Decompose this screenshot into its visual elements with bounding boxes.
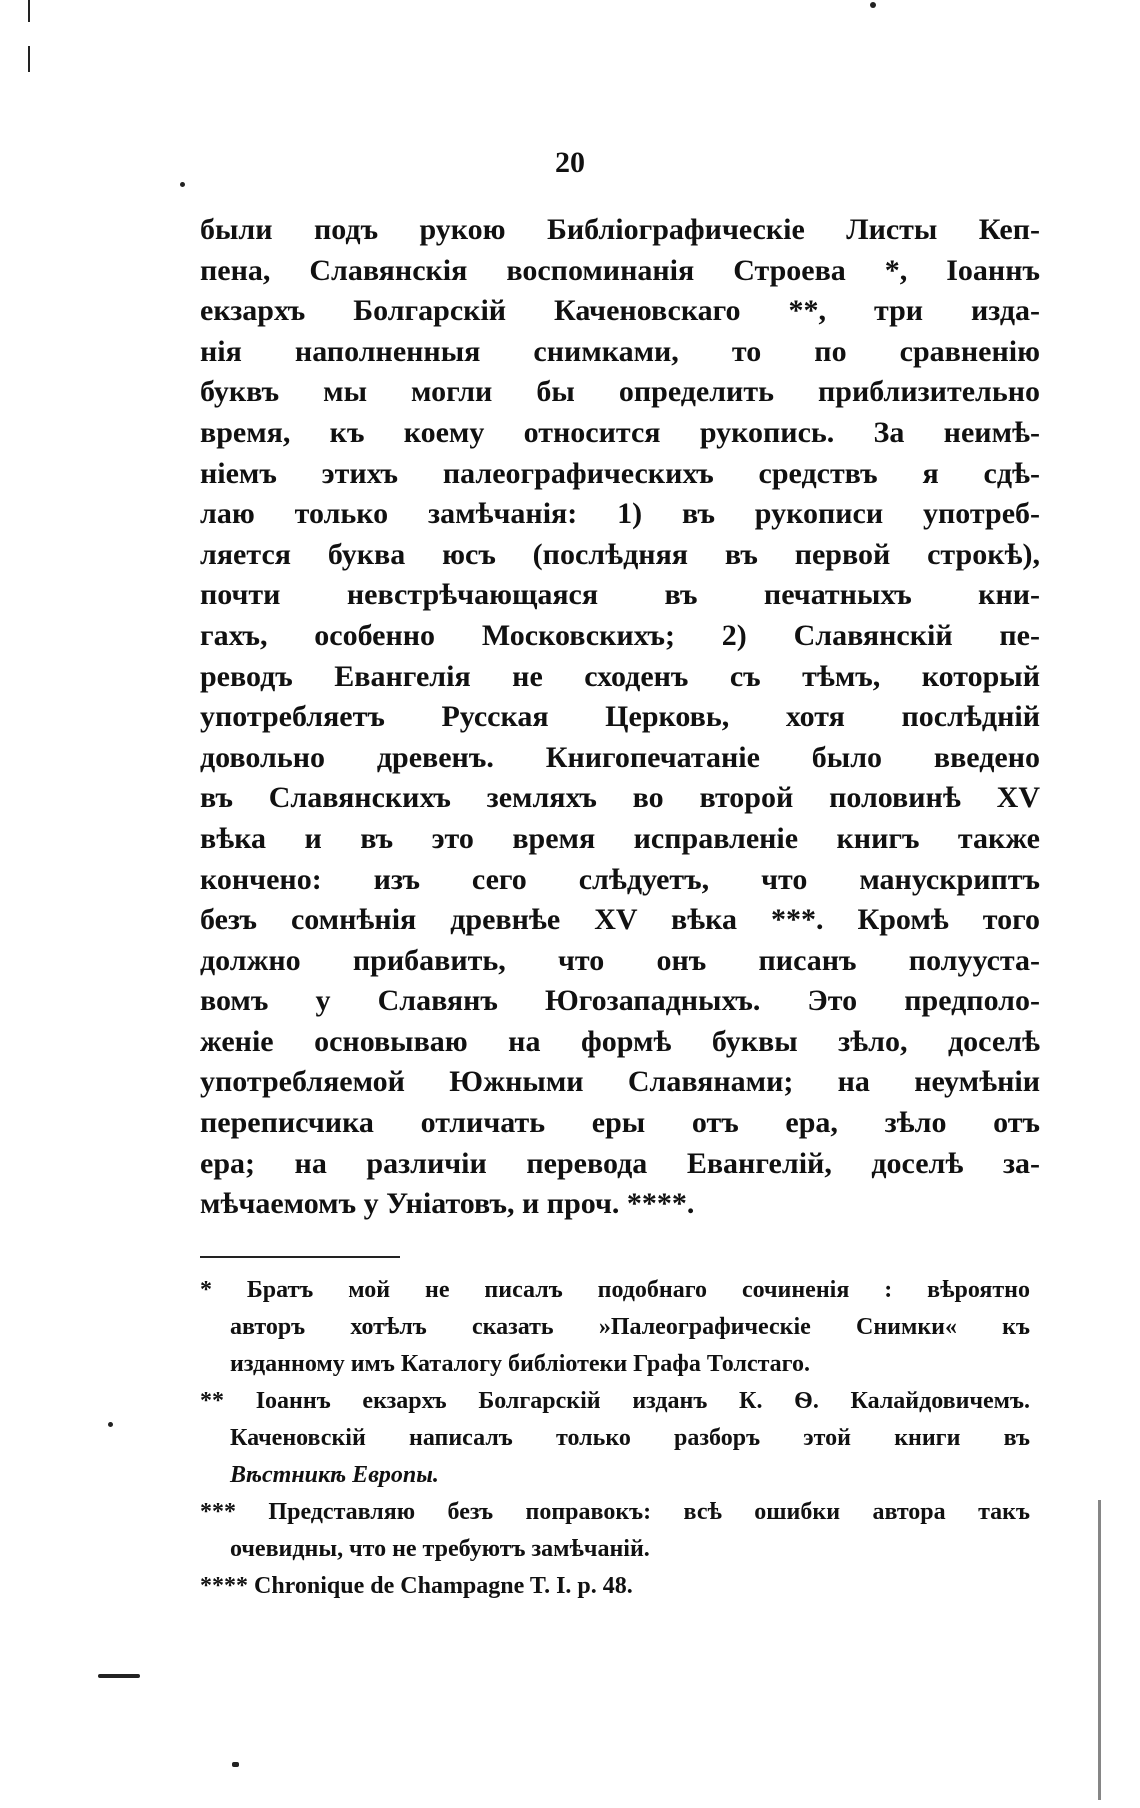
page-number: 20 xyxy=(555,146,585,179)
text-line: ера; на различiи перевода Евангелiй, доселѣ за- xyxy=(200,1146,1040,1180)
text-line: довольно древенъ. Книгопечатанiе было введено xyxy=(200,740,1040,774)
text-line: употребляемой Южными Славянами; на неумѣнiи xyxy=(200,1065,1040,1099)
scan-mark xyxy=(232,1762,239,1767)
scan-mark xyxy=(1098,1500,1101,1800)
text-line: реводъ Евангелiя не сходенъ съ тѣмъ, который xyxy=(200,659,1040,693)
text-line: лаю только замѣчанiя: 1) въ рукописи употреб- xyxy=(200,497,1040,531)
text-line: безъ сомнѣнiя древнѣе XV вѣка ***. Кромѣ того xyxy=(200,903,1040,937)
footnote-line: очевидны, что не требуютъ замѣчанiй. xyxy=(230,1536,650,1562)
text-line: гахъ, особенно Московскихъ; 2) Славянскiй пе- xyxy=(200,618,1040,652)
text-line: екзархъ Болгарскiй Каченовскаго **, три изда- xyxy=(200,294,1040,328)
text-line: нiя наполненныя снимками, то по сравненiю xyxy=(200,334,1040,368)
text-line: буквъ мы могли бы определить приблизительно xyxy=(200,375,1040,409)
text-line: должно прибавить, что онъ писанъ полууста- xyxy=(200,943,1040,977)
text-line: мѣчаемомъ у Унiатовъ, и проч. ****. xyxy=(200,1187,695,1221)
footnote-2 xyxy=(200,1383,1030,1494)
footnote-divider xyxy=(200,1256,400,1258)
footnote-3 xyxy=(200,1494,1030,1568)
text-line: употребляетъ Русская Церковь, хотя послѣднiй xyxy=(200,700,1040,734)
footnote-line: Вѣстникѣ Европы. xyxy=(230,1462,439,1488)
text-line: почти невстрѣчающаяся въ печатныхъ кни- xyxy=(200,578,1040,612)
footnote-line: Каченовскiй написалъ только разборъ этой книги въ xyxy=(230,1425,1030,1451)
text-line: кончено: изъ сего слѣдуетъ, что манускриптъ xyxy=(200,862,1040,896)
scan-mark xyxy=(28,0,30,22)
scan-mark xyxy=(98,1674,140,1678)
text-line: въ Славянскихъ земляхъ во второй половинѣ XV xyxy=(200,781,1040,815)
footnote-line: изданному имъ Каталогу библiотеки Графа Толстаго. xyxy=(230,1351,810,1377)
main-text xyxy=(200,210,1040,1225)
text-line: вомъ у Славянъ Югозападныхъ. Это предполо- xyxy=(200,984,1040,1018)
text-line: вѣка и въ это время исправленiе книгъ также xyxy=(200,821,1040,855)
footnote-line: * Братъ мой не писалъ подобнаго сочиненiя : вѣроятно xyxy=(200,1277,1030,1303)
scan-mark xyxy=(28,46,30,72)
text-line: пена, Славянскiя воспоминанiя Строева *, Iоаннъ xyxy=(200,253,1040,287)
text-line: ляется буква юсъ (послѣдняя въ первой строкѣ), xyxy=(200,537,1040,571)
scan-mark xyxy=(870,2,876,8)
text-line: переписчика отличать еры отъ ера, зѣло отъ xyxy=(200,1106,1040,1140)
footnote-4 xyxy=(200,1568,1030,1605)
footnotes xyxy=(200,1272,1030,1605)
footnote-line: авторъ хотѣлъ сказать »Палеографическiе Снимки« къ xyxy=(230,1314,1030,1340)
scan-mark xyxy=(108,1422,113,1427)
text-line: женiе основываю на формѣ буквы зѣло, доселѣ xyxy=(200,1024,1040,1058)
footnote-1 xyxy=(200,1272,1030,1383)
footnote-line: **** Chronique de Champagne T. I. p. 48. xyxy=(200,1573,633,1599)
footnote-line: *** Представляю безъ поправокъ: всѣ ошибки автора такъ xyxy=(200,1499,1030,1525)
text-line: время, къ коему относится рукопись. За неимѣ- xyxy=(200,415,1040,449)
text-line: нiемъ этихъ палеографическихъ средствъ я сдѣ- xyxy=(200,456,1040,490)
scan-mark xyxy=(180,182,185,187)
footnote-line: ** Iоаннъ екзархъ Болгарскiй изданъ К. Ѳ. Калайдовичемъ. xyxy=(200,1388,1030,1414)
text-line: были подъ рукою Библiографическiе Листы Кеп- xyxy=(200,213,1040,246)
